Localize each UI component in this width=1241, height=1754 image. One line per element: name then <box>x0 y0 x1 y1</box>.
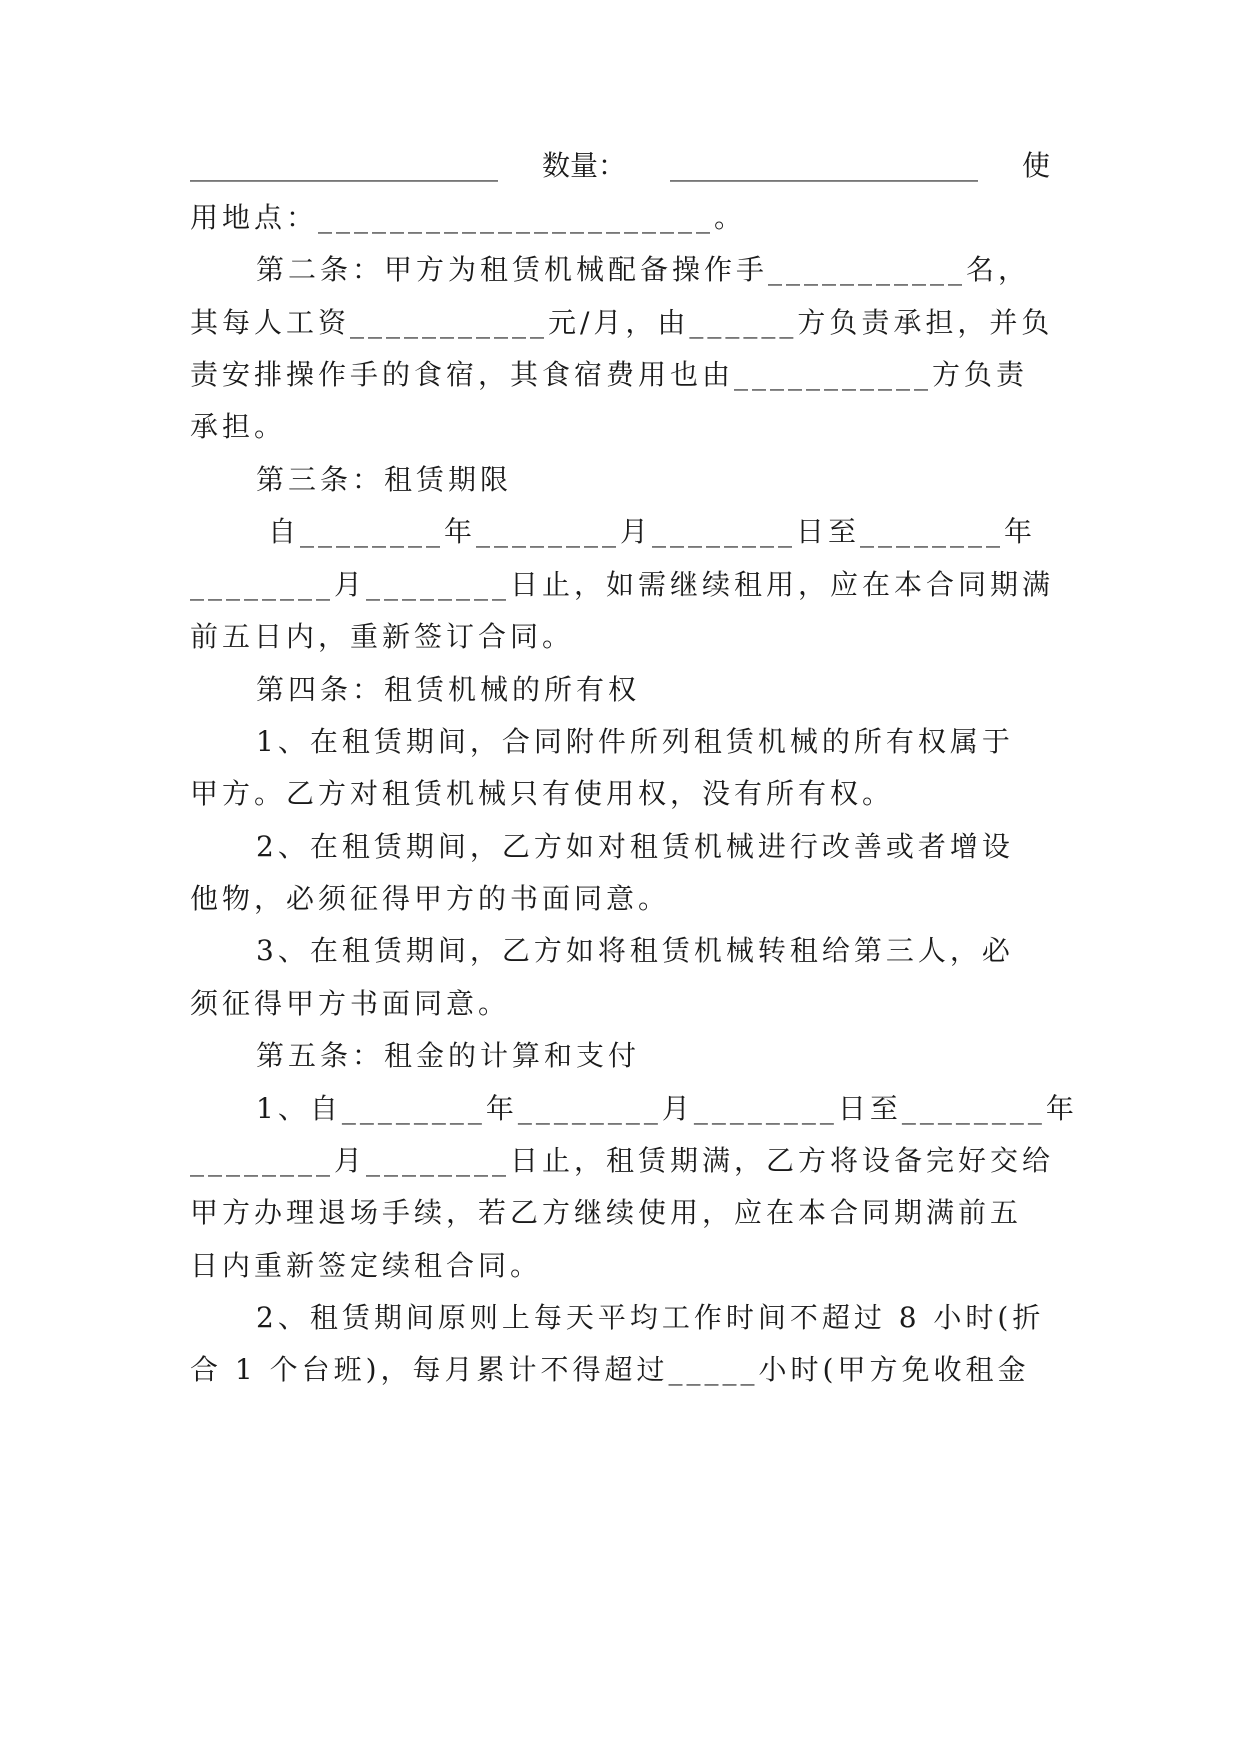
blank-field: ______________________ <box>190 149 498 182</box>
text-line: 日内重新签定续租合同。 <box>190 1249 543 1282</box>
text-line: 自________年________月________日至________年 <box>268 515 1037 548</box>
text-line: 须征得甲方书面同意。 <box>190 987 511 1020</box>
blank-field: ______________________ <box>669 149 978 182</box>
text-line: 合 1 个台班)，每月累计不得超过_____小时(甲方免收租金 <box>190 1353 1030 1386</box>
text-line: 甲方。乙方对租赁机械只有使用权，没有所有权。 <box>190 777 895 810</box>
text-line: 第二条：甲方为租赁机械配备操作手___________名， <box>256 253 1031 286</box>
text-line: 他物，必须征得甲方的书面同意。 <box>190 882 671 915</box>
text-line: ________月________日止，租赁期满，乙方将设备完好交给 <box>190 1144 1055 1177</box>
section-heading: 第五条：租金的计算和支付 <box>256 1039 641 1072</box>
section-heading: 第四条：租赁机械的所有权 <box>256 673 641 706</box>
text-line: 承担。 <box>190 410 287 443</box>
text-line: 其每人工资___________元/月，由______方负责承担，并负 <box>190 306 1054 339</box>
text-line: 用地点：______________________。 <box>190 201 747 234</box>
text-line: 甲方办理退场手续，若乙方继续使用，应在本合同期满前五 <box>190 1196 1023 1229</box>
text-segment: 使 <box>1021 149 1050 182</box>
text-line: 责安排操作手的食宿，其食宿费用也由___________方负责 <box>190 358 1029 391</box>
text-line: 前五日内，重新签订合同。 <box>190 620 575 653</box>
text-segment: 数量： <box>541 149 626 182</box>
text-line: 2、在租赁期间，乙方如对租赁机械进行改善或者增设 <box>256 830 1014 863</box>
text-line: ________月________日止，如需继续租用，应在本合同期满 <box>190 568 1055 601</box>
text-line: 1、自________年________月________日至________年 <box>256 1092 1078 1125</box>
text-line: 2、租赁期间原则上每天平均工作时间不超过 8 小时(折 <box>256 1301 1045 1334</box>
section-heading: 第三条：租赁期限 <box>256 463 513 496</box>
text-line: 3、在租赁期间，乙方如将租赁机械转租给第三人，必 <box>256 934 1014 967</box>
text-line <box>190 137 1050 195</box>
text-line: 1、在租赁期间，合同附件所列租赁机械的所有权属于 <box>256 725 1014 758</box>
